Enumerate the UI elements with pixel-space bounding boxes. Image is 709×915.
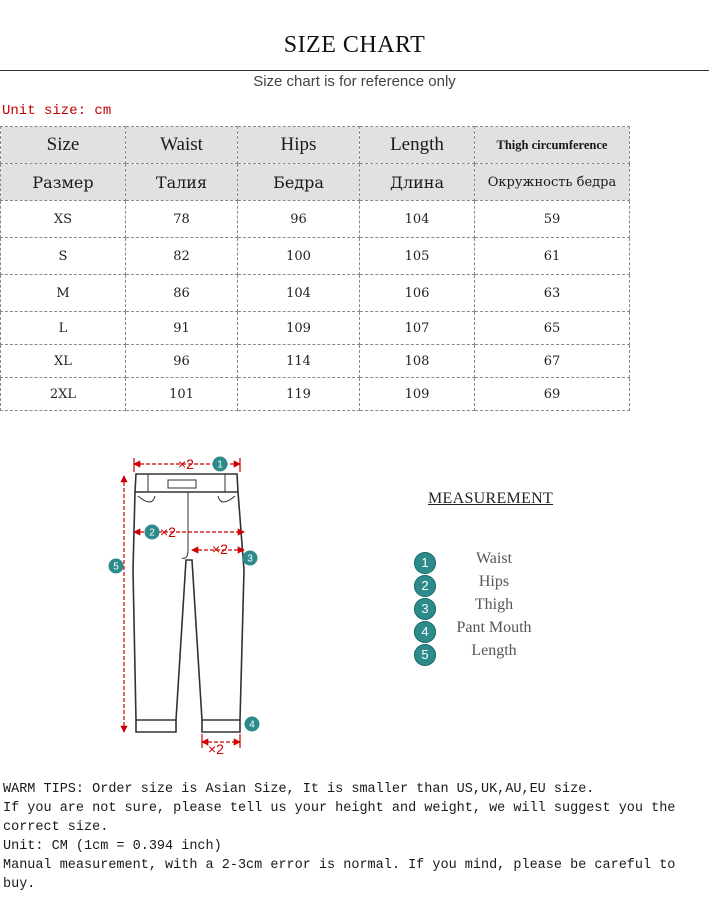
tip-line: WARM TIPS: Order size is Asian Size, It is smaller than US,UK,AU,EU size. <box>3 782 595 797</box>
length-cell: 104 <box>360 201 475 238</box>
header-row-en <box>1 127 630 164</box>
length-cell: 109 <box>360 378 475 411</box>
thigh-cell: 61 <box>475 238 630 275</box>
subtitle: Size chart is for reference only <box>253 73 456 90</box>
waist-cell: 86 <box>126 275 238 312</box>
table-row <box>1 275 630 312</box>
header-thigh: Thigh circumference <box>475 127 630 164</box>
header-waist-ru: Талия <box>126 164 238 201</box>
hips-times2: ×2 <box>160 524 176 540</box>
length-cell: 105 <box>360 238 475 275</box>
badge-3-icon: 3 <box>414 598 436 620</box>
legend-label-thigh: Thigh <box>474 596 514 613</box>
length-cell: 106 <box>360 275 475 312</box>
length-cell: 108 <box>360 345 475 378</box>
warm-tips <box>3 780 703 894</box>
size-cell: 2XL <box>1 378 126 411</box>
size-cell: S <box>1 238 126 275</box>
table-row <box>1 312 630 345</box>
header-hips-ru: Бедра <box>238 164 360 201</box>
header-length-ru: Длина <box>360 164 475 201</box>
size-cell: M <box>1 275 126 312</box>
header-size-ru: Размер <box>1 164 126 201</box>
marker-3-label: 3 <box>247 553 253 565</box>
tip-line: Unit: CM (1cm = 0.394 inch) <box>3 839 222 854</box>
table-row <box>1 345 630 378</box>
waist-cell: 101 <box>126 378 238 411</box>
legend-label-hips: Hips <box>478 573 510 590</box>
thigh-cell: 63 <box>475 275 630 312</box>
title-divider <box>0 70 709 71</box>
legend-label-waist: Waist <box>475 550 513 567</box>
size-cell: L <box>1 312 126 345</box>
page-title: SIZE CHART <box>283 32 426 58</box>
hips-cell: 114 <box>238 345 360 378</box>
thigh-cell: 69 <box>475 378 630 411</box>
header-length: Length <box>360 127 475 164</box>
waist-cell: 96 <box>126 345 238 378</box>
waist-cell: 91 <box>126 312 238 345</box>
waist-cell: 82 <box>126 238 238 275</box>
badge-1-icon: 1 <box>414 552 436 574</box>
legend-label-length: Length <box>471 642 517 659</box>
measurement-title: MEASUREMENT <box>428 490 554 507</box>
mouth-times2: ×2 <box>208 741 224 757</box>
thigh-times2: ×2 <box>212 541 228 557</box>
table-row <box>1 378 630 411</box>
table-row <box>1 238 630 275</box>
badge-2-icon: 2 <box>414 575 436 597</box>
tip-line: Manual measurement, with a 2-3cm error is normal. If you mind, please be careful to buy. <box>3 858 676 892</box>
header-row-ru <box>1 164 630 201</box>
thigh-cell: 67 <box>475 345 630 378</box>
hips-cell: 100 <box>238 238 360 275</box>
thigh-cell: 65 <box>475 312 630 345</box>
marker-4-label: 4 <box>249 719 255 731</box>
waist-cell: 78 <box>126 201 238 238</box>
header-thigh-ru: Окружность бедра <box>475 164 630 201</box>
size-table <box>0 126 630 411</box>
marker-5-label: 5 <box>113 561 119 573</box>
waist-times2: ×2 <box>178 456 194 472</box>
tip-line: If you are not sure, please tell us your height and weight, we will suggest you the correct size. <box>3 801 676 835</box>
hips-cell: 109 <box>238 312 360 345</box>
badge-4-icon: 4 <box>414 621 436 643</box>
hips-cell: 104 <box>238 275 360 312</box>
size-cell: XL <box>1 345 126 378</box>
length-cell: 107 <box>360 312 475 345</box>
hips-cell: 96 <box>238 201 360 238</box>
marker-2-label: 2 <box>149 527 155 539</box>
unit-label: Unit size: cm <box>2 103 112 119</box>
header-size: Size <box>1 127 126 164</box>
measure-labels <box>160 456 228 757</box>
badge-5-icon: 5 <box>414 644 436 666</box>
table-row <box>1 201 630 238</box>
header-hips: Hips <box>238 127 360 164</box>
legend-label-pant-mouth: Pant Mouth <box>456 619 532 636</box>
pants-outline <box>133 474 244 732</box>
hips-cell: 119 <box>238 378 360 411</box>
size-cell: XS <box>1 201 126 238</box>
pants-diagram <box>100 450 275 760</box>
header-waist: Waist <box>126 127 238 164</box>
thigh-cell: 59 <box>475 201 630 238</box>
marker-1-label: 1 <box>217 459 223 471</box>
